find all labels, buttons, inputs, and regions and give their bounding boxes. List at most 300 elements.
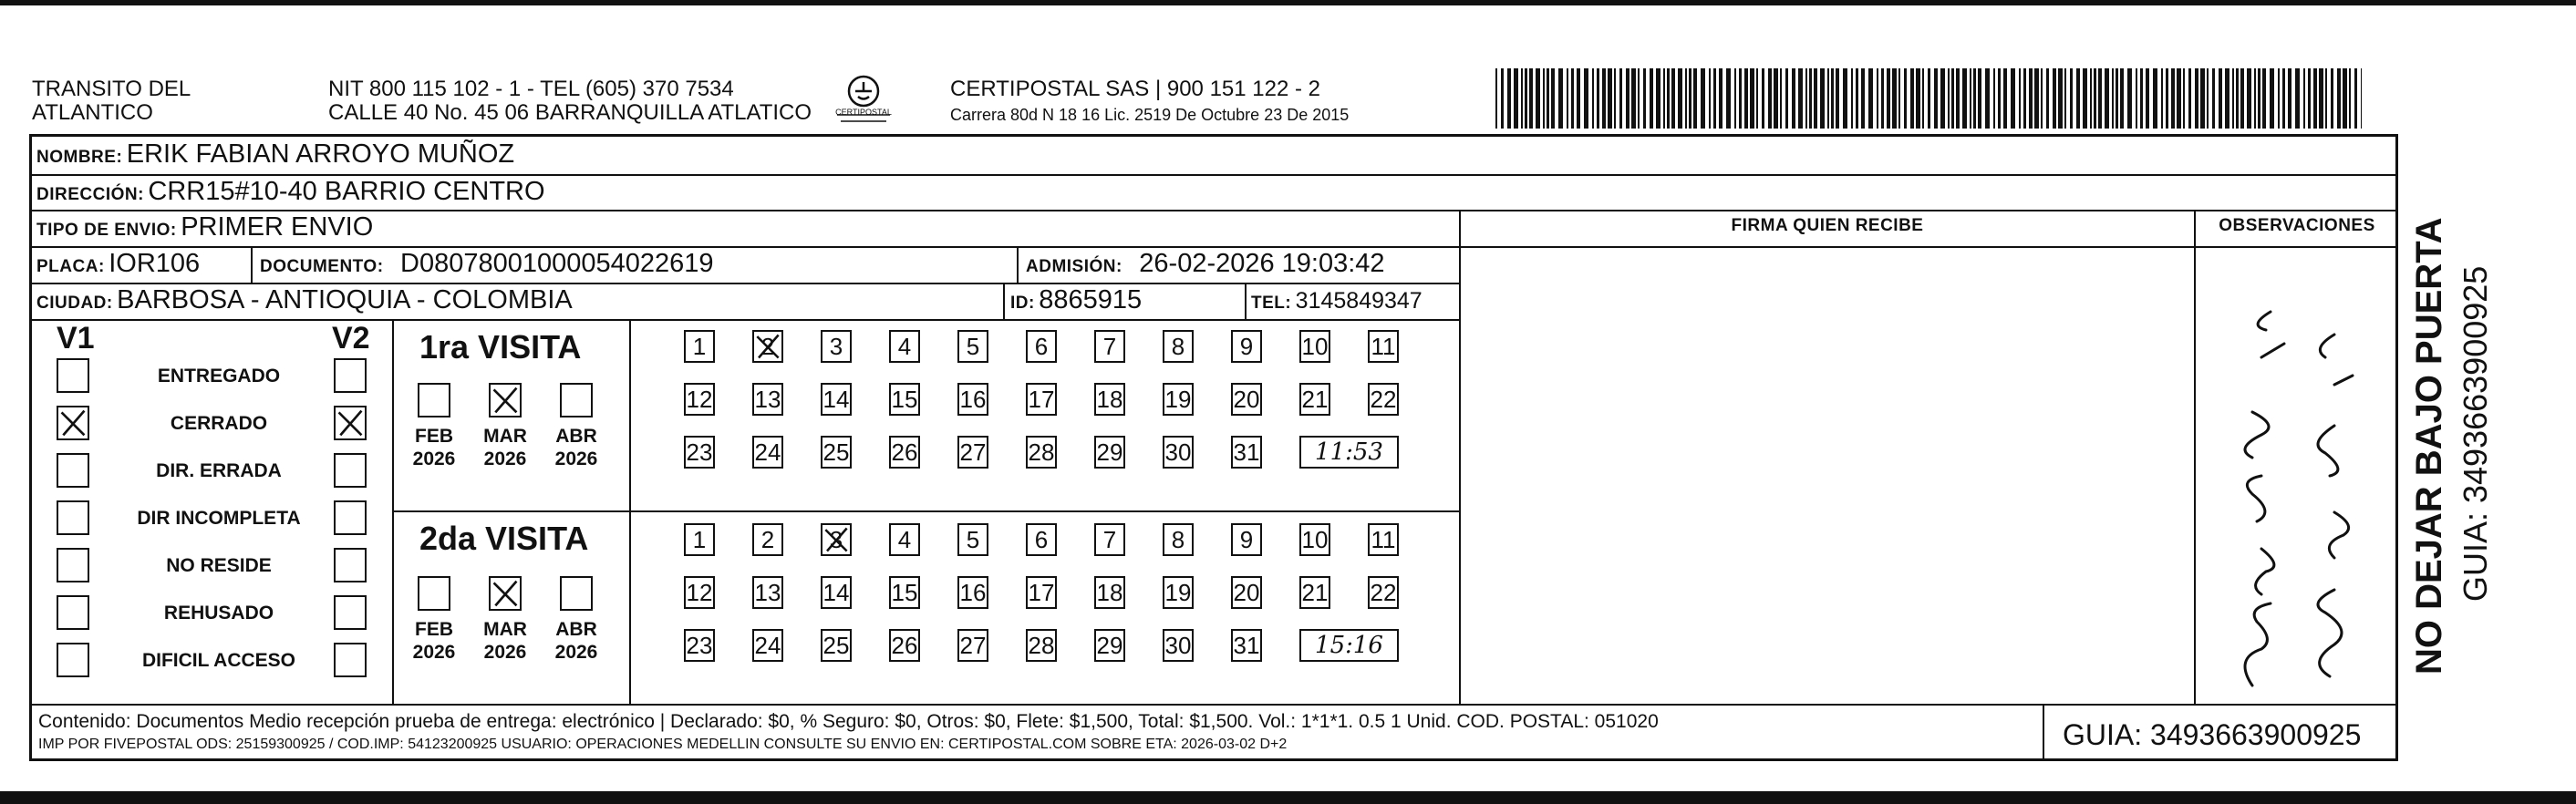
firma-area (1463, 248, 2192, 702)
tel-value: 3145849347 (1295, 288, 1422, 314)
barcode-bar (2019, 68, 2021, 129)
barcode-bar (1998, 68, 2001, 129)
barcode-bar (1507, 68, 1511, 129)
day-box[interactable]: 5 (957, 523, 988, 556)
top-border (0, 0, 2576, 5)
barcode-bar (2361, 68, 2362, 129)
day-box[interactable]: 22 (1368, 383, 1399, 416)
barcode-bar (1993, 68, 1995, 129)
day-box[interactable]: 28 (1026, 436, 1057, 469)
tipo-label: TIPO DE ENVIO: (36, 221, 177, 240)
day-box[interactable]: 25 (821, 436, 852, 469)
barcode-bar (2041, 68, 2043, 129)
day-box[interactable]: 18 (1094, 383, 1125, 416)
barcode-bar (2166, 68, 2168, 129)
barcode-bar (2003, 68, 2007, 129)
day-box[interactable]: 24 (752, 629, 783, 662)
barcode-bar (2188, 68, 2191, 129)
logo-icon (832, 71, 895, 126)
barcode-bar (1985, 68, 1990, 129)
month-name: FEB (415, 426, 453, 447)
nit-line: NIT 800 115 102 - 1 - TEL (605) 370 7534 (328, 77, 734, 101)
day-box[interactable]: 11 (1368, 330, 1399, 363)
month-label (476, 618, 534, 664)
second-visit-title: 2da VISITA (419, 520, 589, 557)
barcode-bar (2303, 68, 2305, 129)
barcode-bar (1663, 68, 1665, 129)
status-label: DIR INCOMPLETA (137, 508, 301, 529)
barcode-bar (1638, 68, 1640, 129)
barcode-bar (1650, 68, 1653, 129)
barcode-bar (2343, 68, 2347, 129)
barcode-bar (2288, 68, 2292, 129)
month-name: ABR (555, 426, 597, 447)
direccion-row (36, 177, 545, 207)
barcode-bar (1831, 68, 1834, 129)
month-label (547, 425, 605, 470)
barcode-bar (1898, 68, 1900, 129)
day-box[interactable]: 6 (1026, 523, 1057, 556)
barcode-bar (2331, 68, 2333, 129)
barcode-bar (2094, 68, 2096, 129)
barcode-bar (2349, 68, 2351, 129)
barcode-bar (2053, 68, 2056, 129)
barcode-bar (1962, 68, 1967, 129)
day-box[interactable]: 30 (1163, 629, 1194, 662)
barcode-bar (1678, 68, 1682, 129)
status-label: DIFICIL ACCESO (141, 650, 295, 671)
day-box[interactable]: 25 (821, 629, 852, 662)
barcode-bar (1780, 68, 1782, 129)
barcode-bar (1922, 68, 1924, 129)
v2-checkbox[interactable] (334, 500, 367, 535)
day-box[interactable]: 30 (1163, 436, 1194, 469)
month-label (547, 618, 605, 664)
barcode-bar (1693, 68, 1697, 129)
v1-checkbox[interactable] (57, 453, 89, 488)
nombre-label: NOMBRE: (36, 148, 123, 167)
day-box[interactable]: 23 (684, 436, 715, 469)
barcode-bar (1951, 68, 1954, 129)
day-box[interactable]: 20 (1231, 576, 1262, 609)
day-box[interactable]: 7 (1094, 330, 1125, 363)
month-name: FEB (415, 619, 453, 640)
status-label: DIR. ERRADA (156, 460, 282, 481)
barcode-bar (1602, 68, 1606, 129)
barcode-bar (1547, 68, 1549, 129)
barcode-bar (1956, 68, 1960, 129)
day-box[interactable]: 14 (821, 383, 852, 416)
barcode-bar (1734, 68, 1736, 129)
day-box[interactable]: 1 (684, 523, 715, 556)
v1-checkbox[interactable] (57, 358, 89, 393)
barcode-bar (2207, 68, 2209, 129)
barcode-bar (2140, 68, 2143, 129)
day-box[interactable]: 28 (1026, 629, 1057, 662)
day-box[interactable]: 24 (752, 436, 783, 469)
handwriting-icon (2198, 248, 2398, 702)
day-box[interactable]: 12 (684, 576, 715, 609)
barcode-bar (1785, 68, 1788, 129)
barcode-bar (1916, 68, 1920, 129)
day-box[interactable]: 17 (1026, 576, 1057, 609)
barcode-bar (1626, 68, 1629, 129)
day-box[interactable]: 27 (957, 436, 988, 469)
v1-checkbox[interactable] (57, 406, 89, 440)
barcode-bar (2219, 68, 2222, 129)
month-checkbox[interactable] (560, 383, 593, 417)
month-label (405, 618, 463, 664)
day-box[interactable]: 26 (889, 436, 920, 469)
barcode-bar (1861, 68, 1865, 129)
barcode-bar (1904, 68, 1907, 129)
admision-value: 26-02-2026 19:03:42 (1139, 249, 1385, 278)
footer-contenido: Contenido: Documentos Medio recepción prueba de entrega: electrónico | Declarado: $0, % Seguro: $0, Otros: $0, Flete: $1,500, Total: $1,500. Vol.: 1*1*1. 0.5 1 Unid. COD. POSTAL: 051020 (38, 711, 1659, 732)
day-box[interactable]: 4 (889, 523, 920, 556)
tipo-row (36, 212, 373, 242)
barcode-bar (2105, 68, 2109, 129)
barcode-bar (2146, 68, 2149, 129)
barcode-bar (2325, 68, 2327, 129)
day-box[interactable]: 16 (957, 383, 988, 416)
barcode-bar (2254, 68, 2256, 129)
barcode-bar (2098, 68, 2102, 129)
ciudad-label: CIUDAD: (36, 294, 113, 313)
month-year: 2026 (483, 448, 527, 469)
month-name: MAR (483, 426, 527, 447)
day-box[interactable]: 12 (684, 383, 715, 416)
barcode-bar (1744, 68, 1748, 129)
barcode-bar (1877, 68, 1878, 129)
barcode-bar (2011, 68, 2015, 129)
barcode-bar (1739, 68, 1742, 129)
barcode-bar (2282, 68, 2285, 129)
barcode-bar (1856, 68, 1858, 129)
barcode-bar (2136, 68, 2137, 129)
v1-checkbox[interactable] (57, 595, 89, 630)
month-year: 2026 (554, 642, 598, 663)
documento-row (260, 249, 714, 279)
direccion-label: DIRECCIÓN: (36, 185, 144, 204)
barcode-bar (1543, 68, 1545, 129)
address-line: CALLE 40 No. 45 06 BARRANQUILLA ATLATICO (328, 100, 812, 125)
barcode-bar (2270, 68, 2274, 129)
barcode-bar (1597, 68, 1599, 129)
status-label: REHUSADO (163, 603, 274, 624)
barcode-bar (1827, 68, 1829, 129)
barcode-bar (2240, 68, 2244, 129)
barcode-bar (1558, 68, 1563, 129)
barcode-bar (2058, 68, 2063, 129)
firma-header (1461, 216, 2194, 236)
bottom-border (0, 791, 2576, 804)
nombre-value: ERIK FABIAN ARROYO MUÑOZ (126, 139, 515, 169)
barcode-bar (1567, 68, 1568, 129)
nombre-row (36, 139, 514, 170)
barcode-bar (2313, 68, 2317, 129)
barcode-bar (1792, 68, 1795, 129)
barcode-bar (2064, 68, 2066, 129)
month-year: 2026 (554, 448, 598, 469)
admision-label: ADMISIÓN: (1026, 257, 1122, 276)
logo-caption: CERTIPOSTAL (835, 108, 892, 117)
barcode-bar (2116, 68, 2118, 129)
barcode-bar (1805, 68, 1807, 129)
day-box[interactable]: 11 (1368, 523, 1399, 556)
barcode-bar (2232, 68, 2234, 129)
barcode-bar (1970, 68, 1971, 129)
month-checkbox[interactable] (418, 383, 450, 417)
barcode-bar (1774, 68, 1778, 129)
barcode-bar (2212, 68, 2215, 129)
barcode-bar (1689, 68, 1691, 129)
footer-imp: IMP POR FIVEPOSTAL ODS: 25159300925 / COD.IMP: 54123200925 USUARIO: OPERACIONES MEDELLIN CONSULTE SU ENVIO EN: CERTIPOSTAL.COM SOBRE ETA: 2026-03-02 D+2 (38, 737, 1288, 752)
barcode-bar (1928, 68, 1930, 129)
side-guia: GUIA: 3493663900925 (2457, 265, 2494, 602)
day-box[interactable]: 13 (752, 383, 783, 416)
barcode-bar (1768, 68, 1772, 129)
barcode-bar (2070, 68, 2073, 129)
visit-time[interactable]: 15:16 (1299, 629, 1399, 662)
documento-label: DOCUMENTO: (260, 257, 384, 276)
barcode-bar (1881, 68, 1884, 129)
barcode-bar (2034, 68, 2039, 129)
day-box[interactable]: 3 (821, 523, 852, 556)
barcode-bar (2308, 68, 2311, 129)
month-name: ABR (555, 619, 597, 640)
barcode (1495, 68, 2362, 129)
month-name: MAR (483, 619, 527, 640)
month-year: 2026 (412, 642, 456, 663)
barcode-bar (1978, 68, 1981, 129)
day-box[interactable]: 1 (684, 330, 715, 363)
day-box[interactable]: 18 (1094, 576, 1125, 609)
day-box[interactable]: 14 (821, 576, 852, 609)
day-box[interactable]: 2 (752, 330, 783, 363)
id-value: 8865915 (1039, 285, 1143, 314)
issuer-line-1: TRANSITO DEL (32, 77, 191, 101)
barcode-bar (2319, 68, 2323, 129)
barcode-bar (2177, 68, 2181, 129)
barcode-bar (1619, 68, 1622, 129)
barcode-bar (1892, 68, 1897, 129)
barcode-bar (1809, 68, 1812, 129)
ciudad-row (36, 285, 573, 315)
v2-checkbox[interactable] (334, 643, 367, 677)
barcode-bar (2083, 68, 2087, 129)
barcode-bar (1820, 68, 1825, 129)
day-box[interactable]: 31 (1231, 629, 1262, 662)
barcode-bar (2161, 68, 2163, 129)
barcode-bar (1529, 68, 1533, 129)
barcode-bar (1814, 68, 1817, 129)
issuer-contact (328, 77, 812, 125)
barcode-bar (2046, 68, 2049, 129)
day-box[interactable]: 3 (821, 330, 852, 363)
barcode-bar (2112, 68, 2114, 129)
barcode-bar (1836, 68, 1839, 129)
v2-checkbox[interactable] (334, 406, 367, 440)
barcode-bar (2029, 68, 2033, 129)
barcode-bar (1525, 68, 1527, 129)
placa-row (36, 249, 200, 279)
issuer-name (32, 77, 191, 125)
day-box[interactable]: 13 (752, 576, 783, 609)
month-label (476, 425, 534, 470)
v2-checkbox[interactable] (334, 453, 367, 488)
day-box[interactable]: 9 (1231, 523, 1262, 556)
day-box[interactable]: 19 (1163, 383, 1194, 416)
day-box[interactable]: 8 (1163, 523, 1194, 556)
day-box[interactable]: 10 (1299, 523, 1330, 556)
v2-checkbox[interactable] (334, 548, 367, 582)
barcode-bar (1631, 68, 1636, 129)
status-label: ENTREGADO (157, 366, 281, 387)
tipo-value: PRIMER ENVIO (181, 212, 374, 242)
barcode-bar (1643, 68, 1646, 129)
barcode-bar (2247, 68, 2251, 129)
observaciones-header (2196, 216, 2398, 236)
barcode-bar (1495, 68, 1497, 129)
day-box[interactable]: 17 (1026, 383, 1057, 416)
barcode-bar (1551, 68, 1555, 129)
barcode-bar (2183, 68, 2185, 129)
month-checkbox[interactable] (418, 576, 450, 611)
barcode-bar (1709, 68, 1711, 129)
month-checkbox[interactable] (489, 576, 522, 611)
barcode-bar (1614, 68, 1616, 129)
day-box[interactable]: 2 (752, 523, 783, 556)
barcode-bar (2076, 68, 2080, 129)
day-box[interactable]: 15 (889, 383, 920, 416)
barcode-bar (2195, 68, 2198, 129)
month-checkbox[interactable] (489, 383, 522, 417)
barcode-bar (1608, 68, 1612, 129)
barcode-bar (1656, 68, 1660, 129)
v2-checkbox[interactable] (334, 358, 367, 393)
v1-checkbox[interactable] (57, 643, 89, 677)
tel-row (1251, 288, 1422, 314)
barcode-bar (1521, 68, 1523, 129)
barcode-bar (2090, 68, 2092, 129)
barcode-bar (1973, 68, 1976, 129)
barcode-bar (1667, 68, 1670, 129)
barcode-bar (2337, 68, 2341, 129)
day-box[interactable]: 6 (1026, 330, 1057, 363)
barcode-bar (1762, 68, 1764, 129)
barcode-bar (2127, 68, 2132, 129)
day-box[interactable]: 29 (1094, 436, 1125, 469)
day-box[interactable]: 7 (1094, 523, 1125, 556)
id-label: ID: (1010, 294, 1035, 313)
barcode-bar (1726, 68, 1731, 129)
barcode-bar (2171, 68, 2175, 129)
v1-checkbox[interactable] (57, 548, 89, 582)
courier-info (950, 77, 1349, 125)
barcode-bar (1671, 68, 1675, 129)
status-label: NO RESIDE (166, 555, 272, 576)
barcode-bar (1584, 68, 1588, 129)
barcode-bar (1940, 68, 1945, 129)
barcode-bar (1756, 68, 1758, 129)
barcode-bar (2023, 68, 2026, 129)
barcode-bar (2120, 68, 2124, 129)
day-box[interactable]: 19 (1163, 576, 1194, 609)
side-no-dejar: NO DEJAR BAJO PUERTA (2409, 217, 2449, 675)
first-visit-title: 1ra VISITA (419, 328, 582, 366)
month-year: 2026 (483, 642, 527, 663)
day-box[interactable]: 20 (1231, 383, 1262, 416)
day-box[interactable]: 21 (1299, 383, 1330, 416)
day-box[interactable]: 29 (1094, 629, 1125, 662)
barcode-bar (1851, 68, 1853, 129)
day-box[interactable]: 26 (889, 629, 920, 662)
day-box[interactable]: 10 (1299, 330, 1330, 363)
month-year: 2026 (412, 448, 456, 469)
certipostal-logo (832, 71, 895, 126)
barcode-bar (1577, 68, 1580, 129)
v2-checkbox[interactable] (334, 595, 367, 630)
status-label: CERRADO (170, 413, 268, 434)
day-box[interactable]: 16 (957, 576, 988, 609)
barcode-bar (1592, 68, 1594, 129)
day-box[interactable]: 31 (1231, 436, 1262, 469)
day-box[interactable]: 9 (1231, 330, 1262, 363)
day-box[interactable]: 21 (1299, 576, 1330, 609)
visit-time[interactable]: 11:53 (1299, 436, 1399, 469)
day-box[interactable]: 8 (1163, 330, 1194, 363)
v1-checkbox[interactable] (57, 500, 89, 535)
month-label (405, 425, 463, 470)
day-box[interactable]: 22 (1368, 576, 1399, 609)
barcode-bar (2258, 68, 2260, 129)
day-box[interactable]: 5 (957, 330, 988, 363)
barcode-bar (2225, 68, 2229, 129)
barcode-bar (1948, 68, 1950, 129)
observaciones-area (2198, 248, 2398, 702)
barcode-bar (1685, 68, 1687, 129)
footer-guia: GUIA: 3493663900925 (2063, 718, 2362, 751)
v2-label: V2 (332, 321, 370, 356)
barcode-bar (2354, 68, 2357, 129)
firma-header-label: FIRMA QUIEN RECIBE (1731, 216, 1924, 235)
day-box[interactable]: 23 (684, 629, 715, 662)
barcode-bar (1910, 68, 1914, 129)
barcode-bar (1514, 68, 1518, 129)
barcode-bar (1868, 68, 1873, 129)
barcode-bar (1713, 68, 1716, 129)
barcode-bar (1536, 68, 1540, 129)
barcode-bar (1501, 68, 1504, 129)
day-box[interactable]: 27 (957, 629, 988, 662)
barcode-bar (2262, 68, 2266, 129)
tel-label: TEL: (1251, 294, 1292, 313)
month-checkbox[interactable] (560, 576, 593, 611)
courier-sub: Carrera 80d N 18 16 Lic. 2519 De Octubre 23 De 2015 (950, 106, 1350, 124)
barcode-bar (1719, 68, 1723, 129)
day-box[interactable]: 4 (889, 330, 920, 363)
barcode-bar (1934, 68, 1938, 129)
day-box[interactable]: 15 (889, 576, 920, 609)
barcode-bar (2295, 68, 2300, 129)
documento-value: D08078001000054022619 (400, 249, 714, 278)
ciudad-value: BARBOSA - ANTIOQUIA - COLOMBIA (117, 285, 573, 314)
barcode-bar (1798, 68, 1803, 129)
id-row (1010, 285, 1142, 315)
barcode-bar (2200, 68, 2205, 129)
barcode-bar (1843, 68, 1847, 129)
barcode-bar (1571, 68, 1574, 129)
